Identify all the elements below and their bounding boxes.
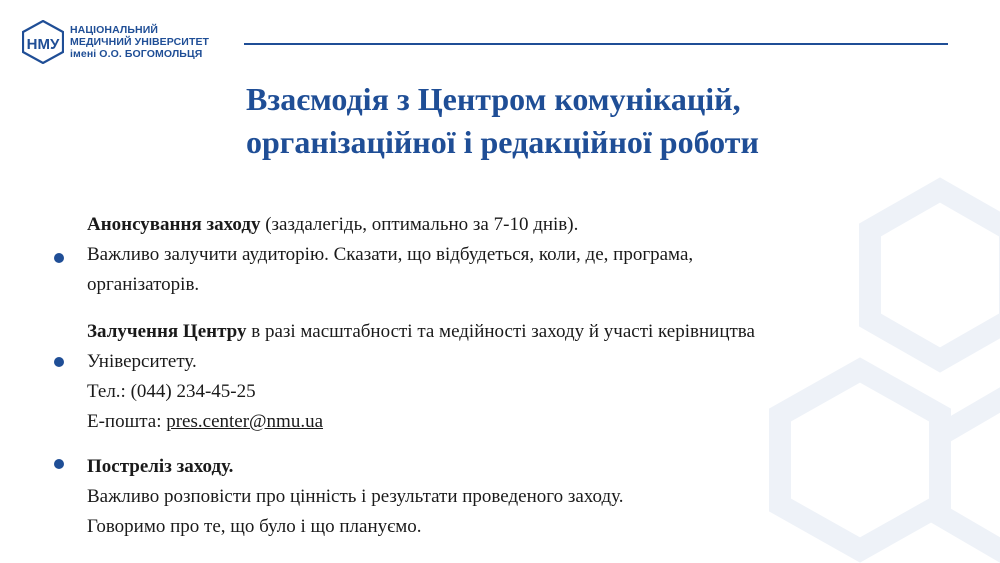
logo-text: [70, 24, 209, 60]
list-item-heading: Постреліз заходу.: [87, 456, 234, 477]
title-line-1: Взаємодія з Центром комунікацій,: [246, 81, 741, 117]
item-line: Говоримо про те, що було і що плануємо.: [87, 516, 422, 537]
item-bold: Залучення Центру: [87, 321, 247, 342]
item-line: Університету.: [87, 351, 197, 372]
list-item-heading: [87, 210, 693, 240]
logo-mark-text: НМУ: [26, 36, 60, 53]
list-item-center-involvement: [87, 317, 755, 437]
list-item-announcement: [87, 210, 693, 300]
bullet-2: [54, 357, 64, 367]
item-line: організаторів.: [87, 274, 200, 295]
header-divider: [244, 43, 948, 45]
hexagon-decoration-icon: [740, 170, 1000, 563]
item-rest: в разі масштабності та медійності заходу й участі керівництва: [246, 321, 755, 342]
item-line: Тел.: (044) 234-45-25: [87, 381, 256, 402]
list-item-post-release: [87, 452, 624, 542]
item-rest: (заздалегідь, оптимально за 7-10 днів).: [260, 214, 579, 235]
logo-line-2: МЕДИЧНИЙ УНІВЕРСИТЕТ: [70, 36, 210, 48]
item-line: Важливо залучити аудиторію. Сказати, що відбудеться, коли, де, програма,: [87, 244, 694, 265]
bullet-1: [54, 253, 64, 263]
title-line-2: організаційної і редакційної роботи: [246, 124, 759, 160]
email-row: [87, 407, 755, 437]
logo-line-1: НАЦІОНАЛЬНИЙ: [70, 24, 159, 36]
logo-line-3: імені О.О. БОГОМОЛЬЦЯ: [70, 48, 203, 60]
page-title: [246, 78, 966, 164]
bullet-3: [54, 459, 64, 469]
nmu-logo-icon: [22, 20, 64, 64]
email-label: Е-пошта:: [87, 411, 167, 432]
list-item-heading: [87, 317, 755, 347]
email-link[interactable]: pres.center@nmu.ua: [166, 411, 324, 432]
item-bold: Анонсування заходу: [87, 214, 261, 235]
university-logo: [22, 20, 209, 64]
item-line: Важливо розповісти про цінність і результати проведеного заходу.: [87, 486, 624, 507]
